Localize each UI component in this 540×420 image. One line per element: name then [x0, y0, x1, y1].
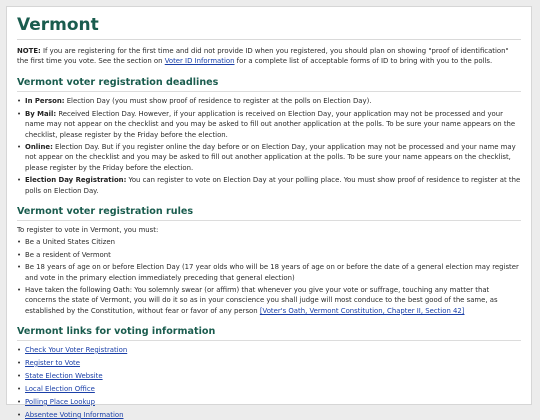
links-heading: Vermont links for voting information	[17, 326, 521, 341]
deadline-text: You can register to vote on Election Day at your polling place. You must show proof of residence to register at the polls on Election Day.	[25, 176, 521, 195]
deadline-text: Election Day (you must show proof of residence to register at the polls on Election Day).	[64, 97, 372, 106]
deadline-text: Election Day. But if you register online the day before or on Election Day, your application may not be processed and your name may not appear on the checklist and you may be asked to fill out another application at the polls. To be sure your name appears on the checklist, please register by the Friday before the election.	[25, 143, 516, 172]
rule-item-oath	[17, 285, 521, 316]
rules-intro: To register to vote in Vermont, you must:	[17, 225, 159, 234]
rule-item: • Be a United States Citizen	[17, 237, 521, 247]
voters-oath-link[interactable]: [Voter's Oath, Vermont Constitution, Chapter II, Section 42]	[259, 306, 465, 315]
deadline-item-by-mail	[17, 109, 521, 140]
id-note	[17, 46, 521, 66]
rule-item: • Be 18 years of age on or before Election Day (17 year olds who will be 18 years of age on or before the date of a general election may register and vote in the primary election immediately preceding that general election)	[17, 262, 521, 282]
rules-list	[17, 237, 521, 316]
link-item	[17, 358, 521, 368]
rule-item: • Be a resident of Vermont	[17, 250, 521, 260]
rules-heading: Vermont voter registration rules	[17, 206, 521, 221]
link-item	[17, 345, 521, 355]
state-election-website-link[interactable]: State Election Website	[25, 371, 103, 380]
deadlines-heading: Vermont voter registration deadlines	[17, 77, 521, 92]
local-election-office-link[interactable]: Local Election Office	[25, 384, 95, 393]
content-card	[6, 6, 532, 419]
register-to-vote-link[interactable]: Register to Vote	[25, 358, 81, 367]
deadline-item-in-person	[17, 96, 521, 106]
page-title: Vermont	[17, 15, 521, 40]
oath-text: Have taken the following Oath: You solemnly swear (or affirm) that whenever you give your vote or suffrage, touching any matter that concerns the state of Vermont, you will do it so as in your conscience you shall judge will most conduce to the best good of the same, as established by the Constitution, without fear or favor of any person	[25, 286, 498, 315]
link-item	[17, 371, 521, 381]
deadline-label: Election Day Registration:	[25, 176, 127, 185]
voter-id-info-link[interactable]: Voter ID Information	[164, 57, 235, 66]
link-item	[17, 410, 521, 420]
deadline-label: In Person:	[25, 97, 65, 106]
deadline-text: Received Election Day. However, if your application is received on Election Day, your application may not be processed and your name may not appear on the checklist and you may be asked to fill out another application at the polls. To be sure your name appears on the checklist, please register by the Friday before the election.	[25, 110, 516, 139]
deadlines-list	[17, 96, 521, 195]
deadline-label: Online:	[25, 143, 53, 152]
note-label: NOTE:	[17, 47, 41, 55]
absentee-voting-info-link[interactable]: Absentee Voting Information	[25, 410, 124, 419]
link-item	[17, 397, 521, 407]
deadline-label: By Mail:	[25, 110, 57, 119]
links-list	[17, 345, 521, 420]
polling-place-lookup-link[interactable]: Polling Place Lookup	[25, 397, 95, 406]
note-text-2: for a complete list of acceptable forms of ID to bring with you to the polls.	[234, 57, 493, 66]
deadline-item-election-day	[17, 175, 521, 195]
note-text-1: If you are registering for the first time and did not provide ID when you registered, you should plan on showing "proof of identification" the first time you vote. See the section on	[17, 47, 509, 66]
link-item	[17, 384, 521, 394]
check-registration-link[interactable]: Check Your Voter Registration	[25, 345, 128, 354]
deadline-item-online	[17, 142, 521, 173]
